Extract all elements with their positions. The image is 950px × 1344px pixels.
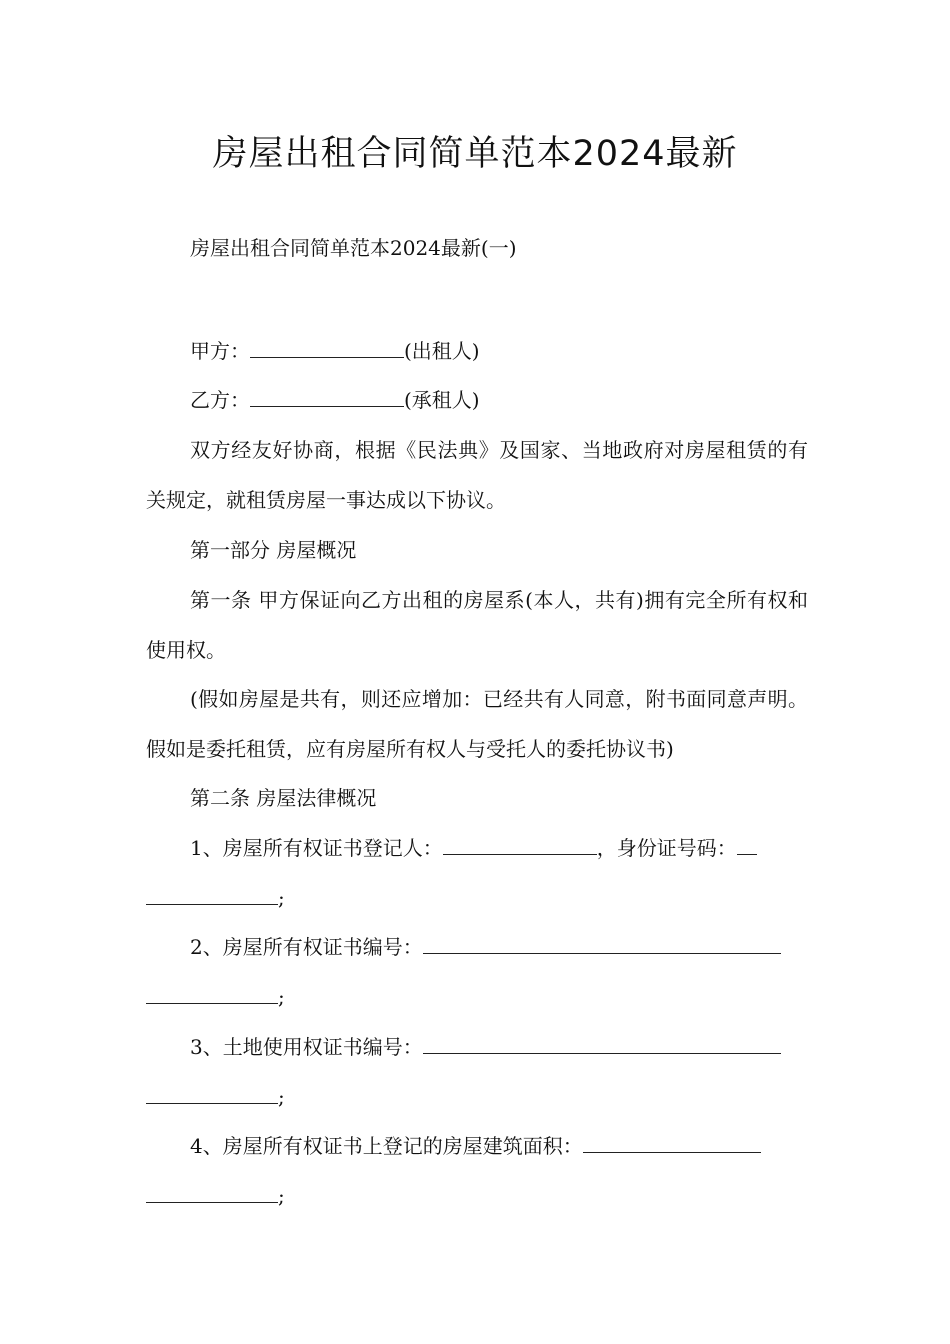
- item4-blank-start[interactable]: [583, 1124, 761, 1153]
- item2-label: 2、房屋所有权证书编号：: [190, 935, 423, 959]
- party-b-role: (承租人): [404, 388, 480, 412]
- item2-end: ;: [278, 985, 285, 1009]
- item1-line: [190, 823, 757, 873]
- item3-line: [190, 1022, 781, 1072]
- party-a-label: 甲方：: [190, 339, 250, 363]
- item3-label: 3、土地使用权证书编号：: [190, 1035, 423, 1059]
- item1-id-blank-end[interactable]: [146, 876, 278, 905]
- item3-end: ;: [278, 1085, 285, 1109]
- article1-paragraph: 第一条 甲方保证向乙方出租的房屋系(本人，共有)拥有完全所有权和使用权。: [146, 588, 808, 662]
- party-a-role: (出租人): [404, 339, 480, 363]
- intro-paragraph: 双方经友好协商，根据《民法典》及国家、当地政府对房屋租赁的有关规定，就租赁房屋一事达成以下协议。: [146, 438, 808, 512]
- item3-continuation: [146, 1072, 285, 1122]
- note-paragraph: (假如房屋是共有，则还应增加：已经共有人同意，附书面同意声明。假如是委托租赁，应有房屋所有权人与受托人的委托协议书): [146, 687, 808, 761]
- item2-blank-start[interactable]: [423, 925, 781, 954]
- item2-line: [190, 922, 781, 972]
- item4-label: 4、房屋所有权证书上登记的房屋建筑面积：: [190, 1134, 583, 1158]
- item4-continuation: [146, 1171, 285, 1221]
- party-b-line: [190, 375, 480, 425]
- item2-continuation: [146, 972, 285, 1022]
- item1-end: ;: [278, 886, 285, 910]
- article2-heading: 第二条 房屋法律概况: [190, 786, 377, 810]
- party-a-blank[interactable]: [250, 329, 404, 358]
- item1-continuation: [146, 873, 285, 923]
- item4-blank-end[interactable]: [146, 1174, 278, 1203]
- item4-line: [190, 1121, 761, 1171]
- document-subtitle: 房屋出租合同简单范本2024最新(一): [190, 236, 517, 260]
- party-b-label: 乙方：: [190, 388, 250, 412]
- part1-heading: 第一部分 房屋概况: [190, 538, 357, 562]
- item2-blank-end[interactable]: [146, 975, 278, 1004]
- item3-blank-end[interactable]: [146, 1075, 278, 1104]
- document-title: 房屋出租合同简单范本2024最新: [212, 134, 738, 174]
- item3-blank-start[interactable]: [423, 1025, 781, 1054]
- item4-end: ;: [278, 1184, 285, 1208]
- party-b-blank[interactable]: [250, 378, 404, 407]
- item1-id-blank-start[interactable]: [737, 826, 757, 855]
- item1-id-label: ，身份证号码：: [596, 836, 737, 860]
- item1-label: 1、房屋所有权证书登记人：: [190, 836, 443, 860]
- party-a-line: [190, 326, 480, 376]
- item1-owner-blank[interactable]: [443, 826, 597, 855]
